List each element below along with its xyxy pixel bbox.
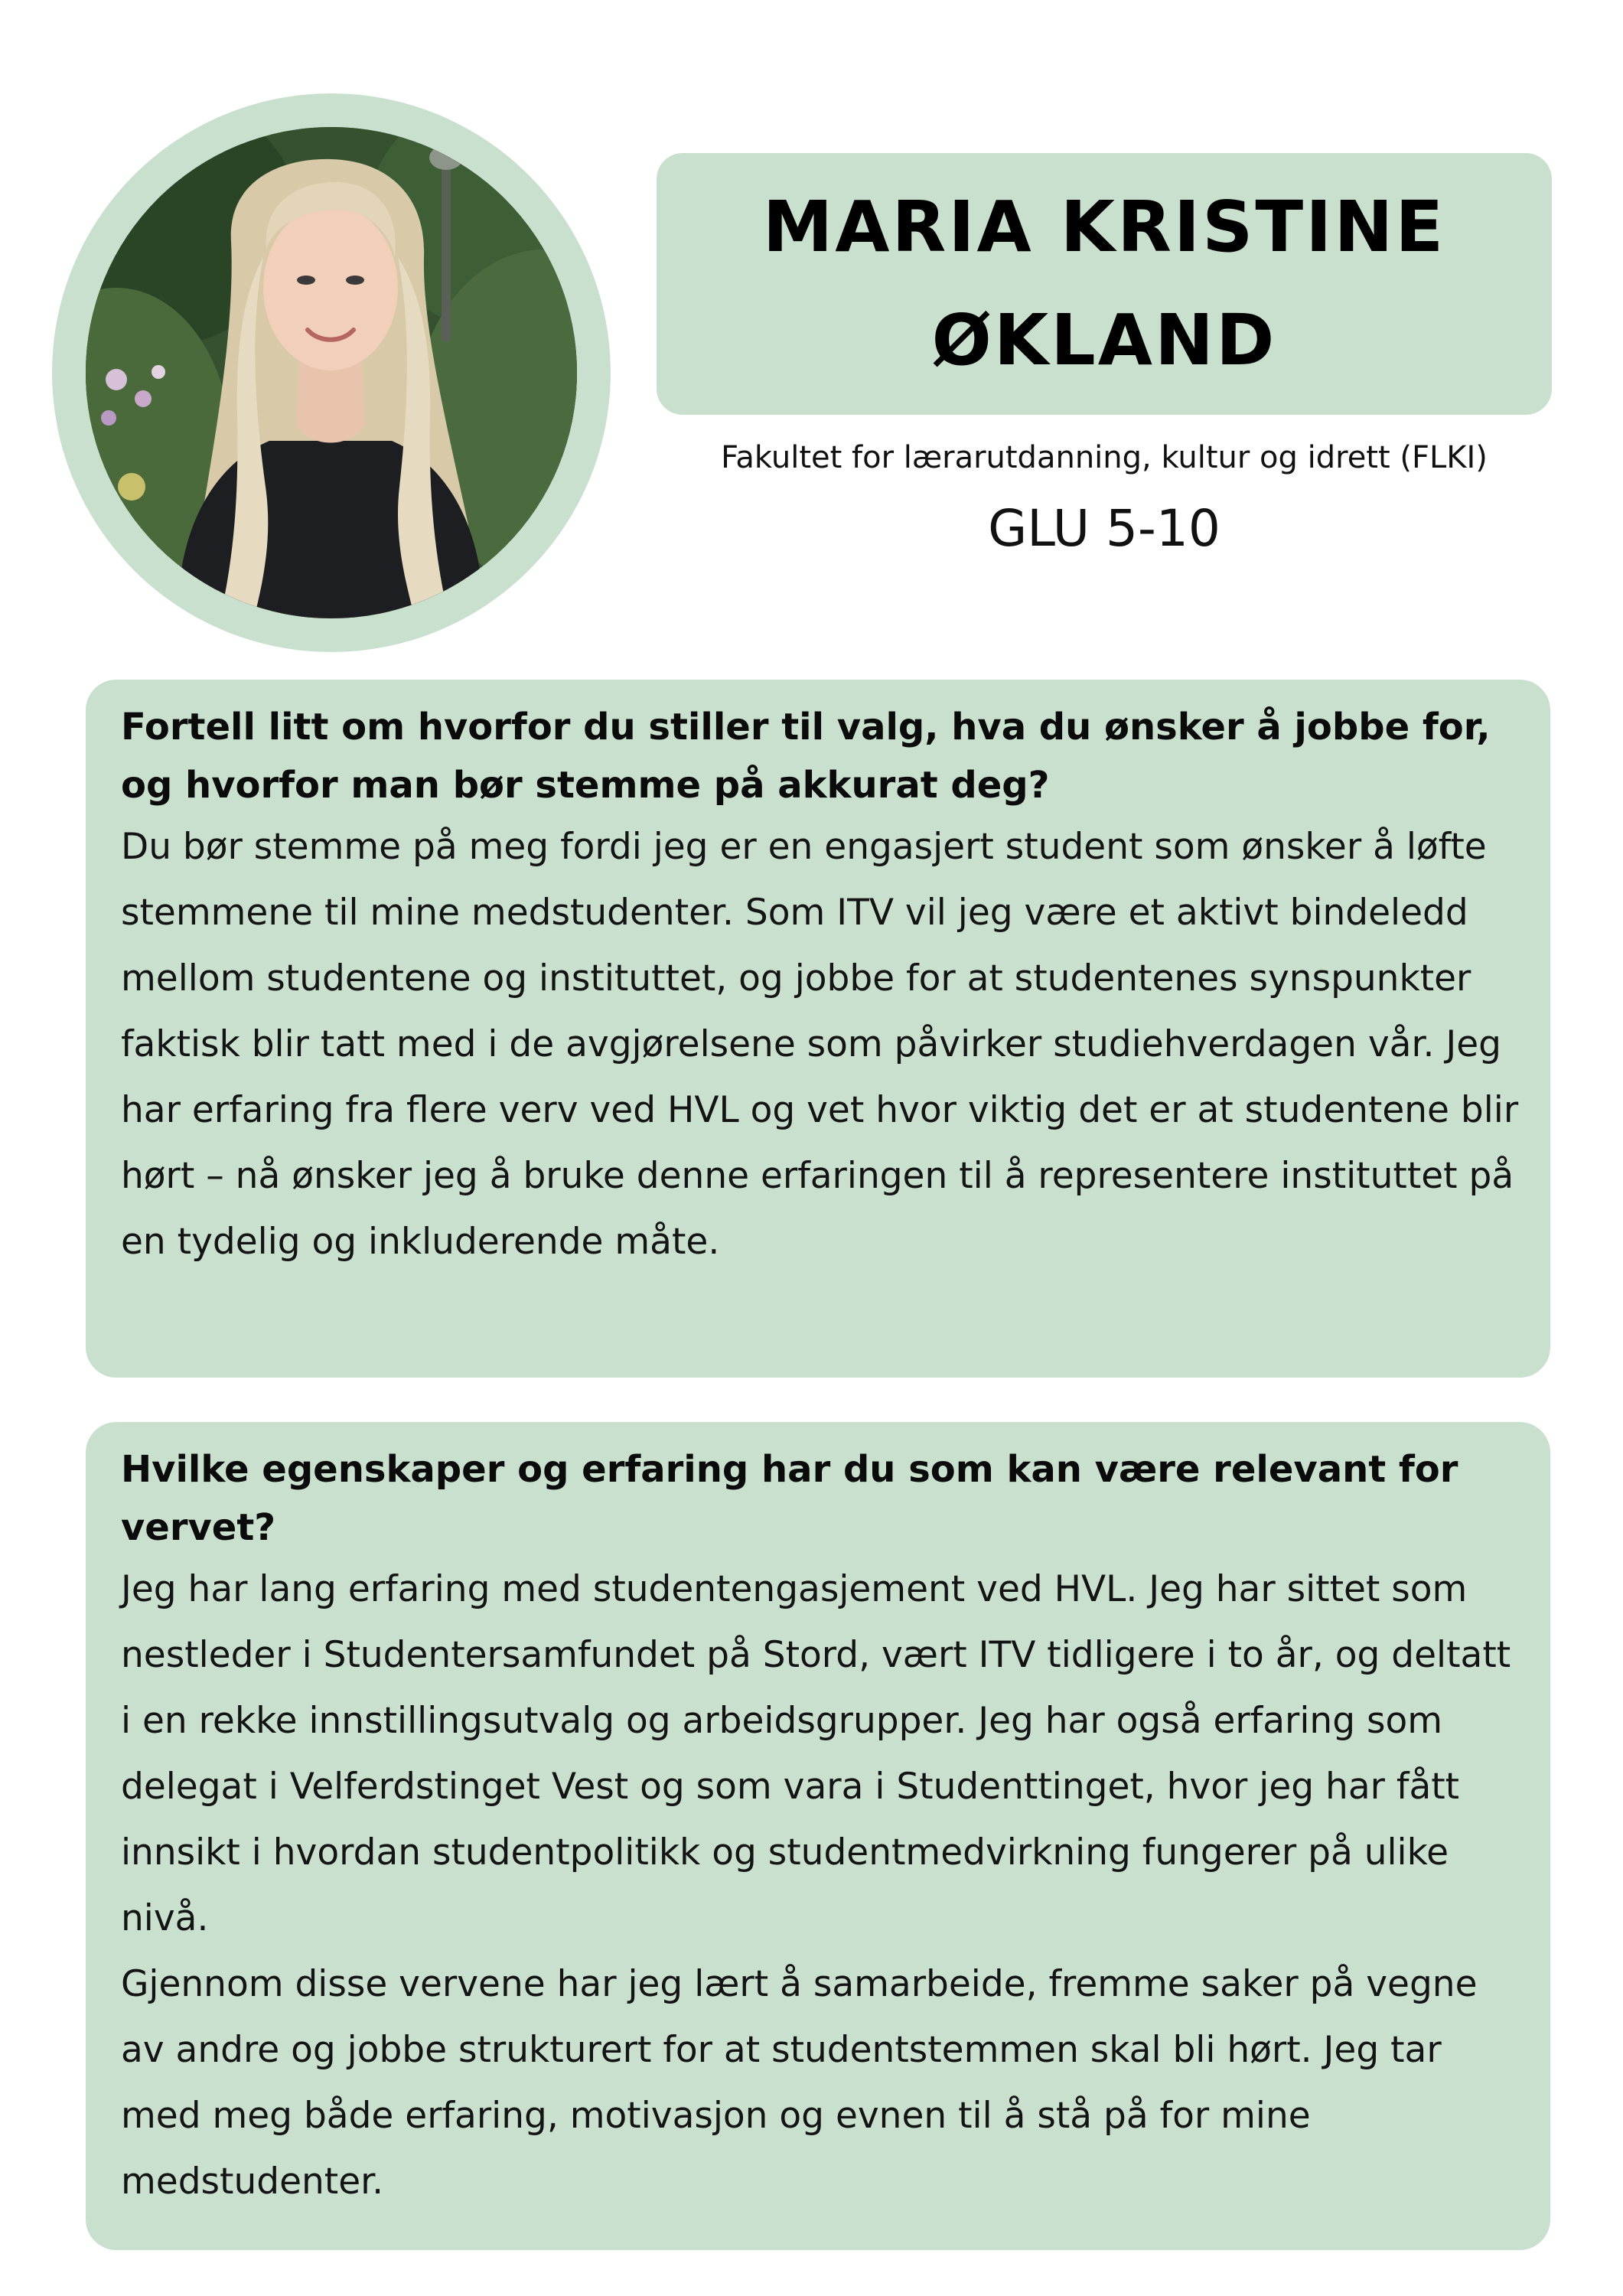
qa-card-experience: [86, 1422, 1550, 2250]
candidate-name-line2: ØKLAND: [931, 299, 1277, 381]
qa-card-motivation: [86, 680, 1550, 1378]
qa-answer-paragraph: Gjennom disse vervene har jeg lært å samarbeide, fremme saker på vegne av andre og jobbe strukturert for at studentstemmen skal bli hørt. Jeg tar med meg både erfaring, motivasjon og evnen til å stå på for mine medstudenter.: [121, 1963, 1478, 2203]
qa-question: Hvilke egenskaper og erfaring har du som kan være relevant for vervet?: [121, 1448, 1458, 1549]
faculty-label: Fakultet for lærarutdanning, kultur og idrett (FLKI): [721, 440, 1488, 475]
qa-answer-paragraph: Jeg har lang erfaring med studentengasjement ved HVL. Jeg har sittet som nestleder i Studentersamfundet på Stord, vært ITV tidligere i to år, og deltatt i en rekke innstillingsutvalg og arbeidsgrupper. Jeg har også erfaring som delegat i Velferdstinget Vest og som vara i Studenttinget, hvor jeg har fått innsikt i hvordan studentpolitikk og studentmedvirkning fungerer på ulike nivå.: [121, 1568, 1511, 1939]
qa-answer-paragraph: Du bør stemme på meg fordi jeg er en engasjert student som ønsker å løfte stemmene til mine medstudenter. Som ITV vil jeg være et aktivt bindeledd mellom studentene og instituttet, og jobbe for at studentenes synspunkter faktisk blir tatt med i de avgjørelsene som påvirker studiehverdagen vår. Jeg har erfaring fra flere verv ved HVL og vet hvor viktig det er at studentene blir hørt – nå ønsker jeg å bruke denne erfaringen til å representere instituttet på en tydelig og inkluderende måte.: [121, 826, 1519, 1263]
candidate-name: [763, 171, 1446, 397]
qa-question: Fortell litt om hvorfor du stiller til valg, hva du ønsker å jobbe for, og hvorfor man bør stemme på akkurat deg?: [121, 706, 1491, 807]
portrait-photo: [86, 127, 577, 618]
program-label: GLU 5-10: [988, 499, 1221, 558]
candidate-name-line1: MARIA KRISTINE: [762, 186, 1446, 268]
portrait-illustration: [86, 127, 577, 618]
name-card: [657, 153, 1552, 415]
portrait-frame: [52, 93, 611, 652]
